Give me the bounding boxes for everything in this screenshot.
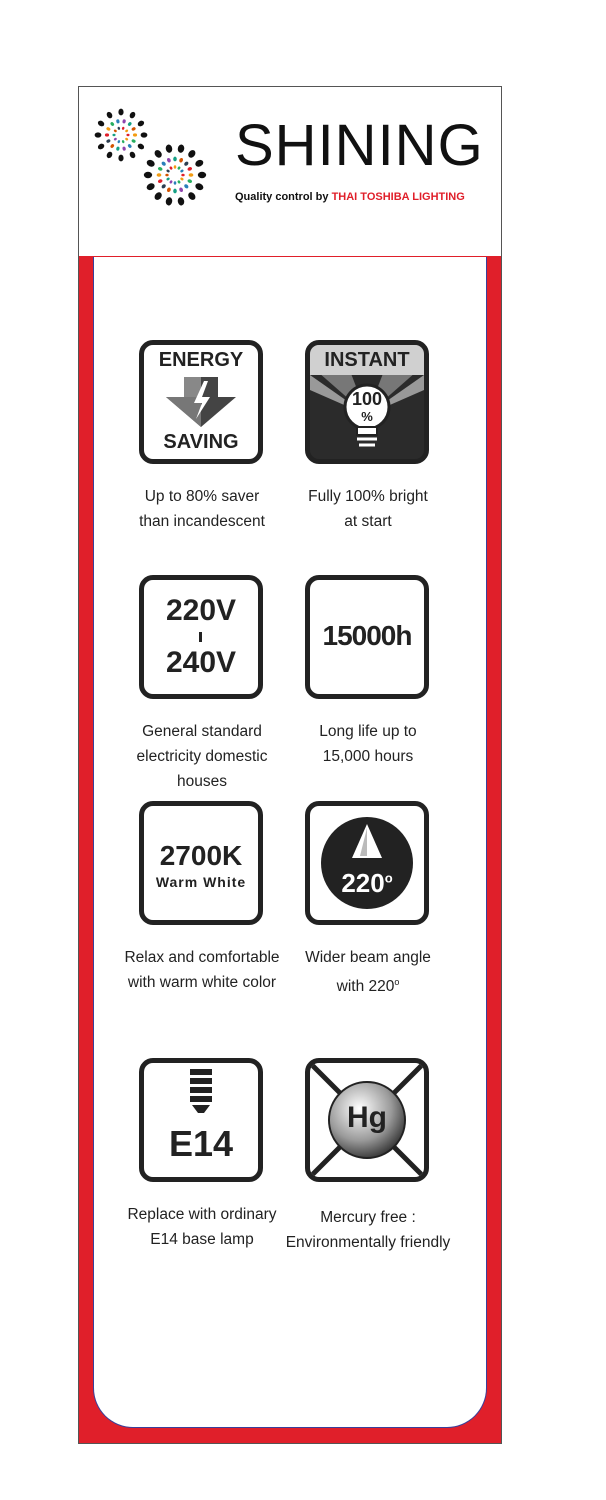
beam-angle-value: 220: [341, 868, 385, 898]
caption-text: with 220: [336, 978, 395, 996]
subtitle-prefix: Quality control by: [235, 191, 332, 203]
brand-header: [79, 87, 501, 257]
beam-circle-icon: [310, 806, 424, 920]
instant-bulb-icon: [305, 340, 429, 464]
voltage-max: 240V: [165, 646, 237, 679]
caption-line: houses: [177, 773, 227, 790]
e14-base-icon: [139, 1058, 263, 1182]
caption-line: Up to 80% saver: [144, 488, 260, 505]
caption-beam: [273, 945, 463, 999]
caption-degree: o: [394, 977, 400, 987]
brand-subtitle: [235, 191, 465, 203]
brand-title: SHINING: [235, 113, 484, 178]
caption-instant: [273, 484, 463, 534]
caption-e14: [107, 1202, 297, 1252]
subtitle-highlight: THAI TOSHIBA LIGHTING: [331, 191, 465, 203]
lamp-base-icon: [184, 1069, 218, 1115]
caption-lifetime: [273, 719, 463, 769]
voltage-min: 220V: [165, 594, 237, 627]
beam-angle-icon: [305, 801, 429, 925]
caption-line: Long life up to: [319, 723, 417, 740]
energy-saving-icon: [139, 340, 263, 464]
bulb-percent-number: 100: [351, 389, 383, 409]
caption-line: with warm white color: [127, 974, 277, 991]
caption-line: Relax and comfortable: [124, 949, 280, 966]
instant-label: INSTANT: [324, 349, 410, 371]
voltage-icon: [139, 575, 263, 699]
caption-mercury: [273, 1205, 463, 1255]
down-arrow-bolt-icon: [164, 377, 238, 427]
caption-line: than incandescent: [139, 513, 265, 530]
degree-symbol: o: [384, 870, 393, 886]
lifetime-icon: [305, 575, 429, 699]
caption-line: E14 base lamp: [150, 1231, 254, 1248]
caption-color-temp: [107, 945, 297, 995]
caption-line: at start: [344, 513, 392, 530]
caption-line: [273, 970, 463, 999]
caption-line: Fully 100% bright: [308, 488, 428, 505]
mercury-free-icon: [305, 1058, 429, 1182]
energy-label: ENERGY: [158, 349, 244, 371]
color-temp-label: Warm White: [155, 874, 247, 890]
saving-label: SAVING: [163, 431, 239, 453]
caption-line: General standard: [142, 723, 262, 740]
bulb-percent-sign: %: [361, 409, 373, 424]
caption-line: Wider beam angle: [305, 949, 431, 966]
e14-label: E14: [168, 1123, 234, 1164]
caption-line: 15,000 hours: [322, 748, 414, 765]
caption-line: Replace with ordinary: [127, 1206, 277, 1223]
lifetime-hours: 15000h: [322, 620, 412, 651]
voltage-dash: [199, 632, 202, 642]
caption-energy: [107, 484, 297, 534]
caption-line: electricity domestic: [136, 748, 268, 765]
color-temp-value: 2700K: [159, 840, 243, 871]
hg-label: Hg: [347, 1101, 387, 1134]
caption-voltage: [107, 719, 297, 794]
color-temp-icon: [139, 801, 263, 925]
caption-line: Mercury free :: [320, 1209, 416, 1226]
caption-line: Environmentally friendly: [285, 1234, 451, 1251]
beam-angle-label: [310, 868, 424, 899]
brand-logo-icon: [89, 105, 229, 225]
